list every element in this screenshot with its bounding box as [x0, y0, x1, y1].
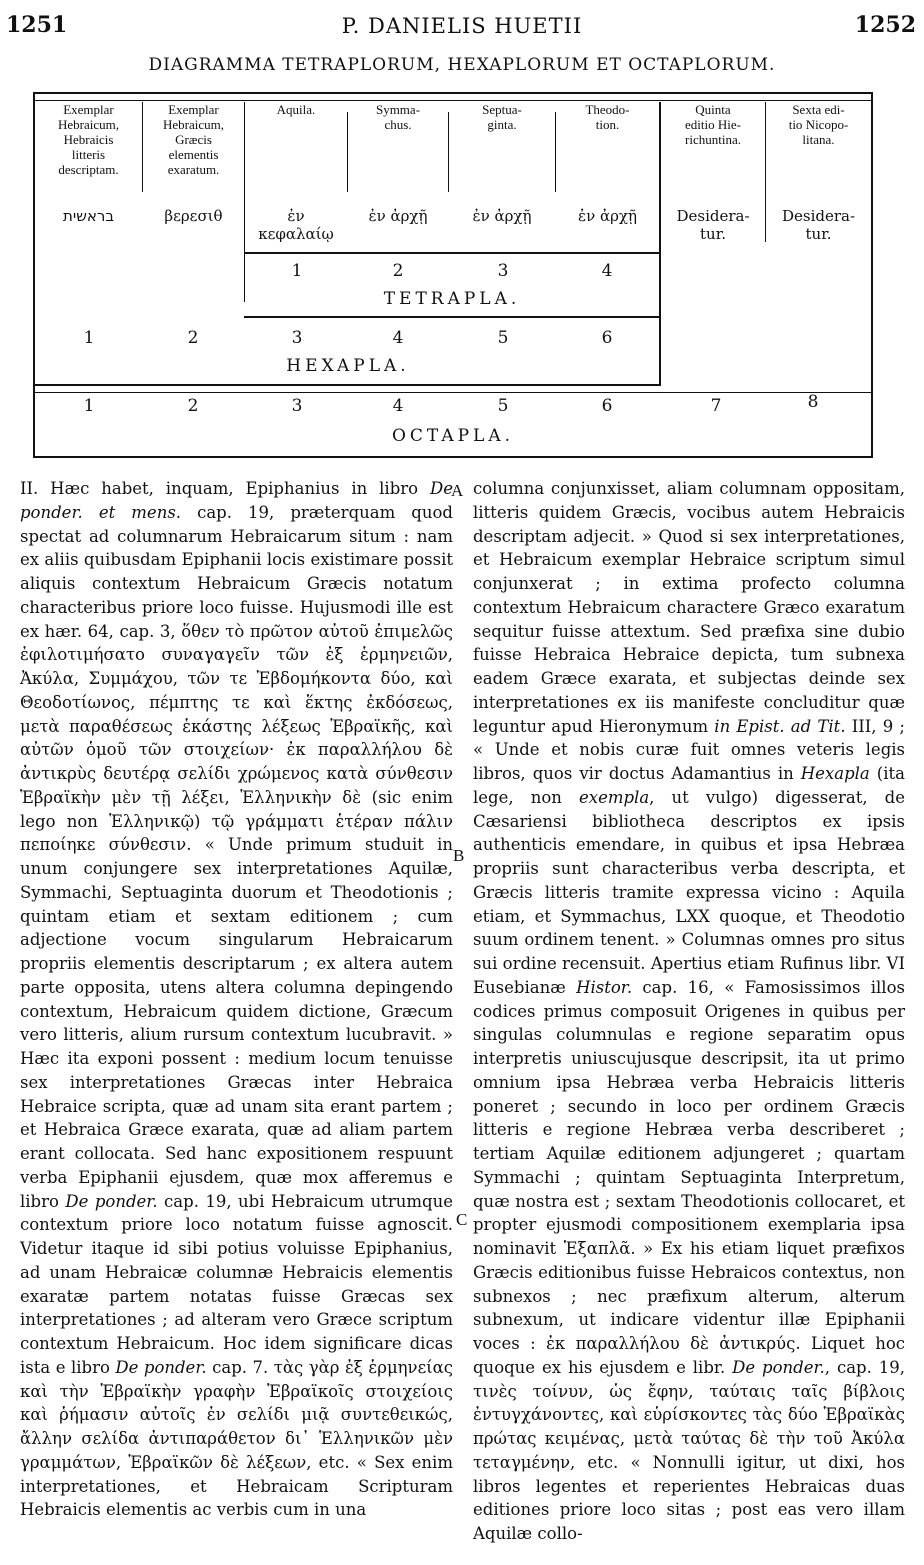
octapla-label: OCTAPLA. [391, 426, 515, 446]
column-header-aquila: Aquila. [276, 102, 316, 117]
tetrapla-label: TETRAPLA. [383, 289, 521, 309]
hexapla-diagram [33, 92, 873, 458]
tetrapla-number: 4 [601, 261, 613, 281]
word-sexta: Desidera- tur. [781, 207, 856, 243]
octapla-number: 2 [187, 396, 199, 416]
margin-letter-c: C [456, 1210, 468, 1229]
italic-citation: De ponder. [115, 1357, 207, 1377]
octapla-top-rule [35, 392, 871, 393]
text-column-right [473, 477, 905, 1546]
text-column-left [20, 477, 453, 1522]
tetrapla-bottom-rule [244, 316, 660, 318]
italic-citation: Histor. [576, 977, 633, 997]
text-run: III, 9 ; « Unde et nobis curæ fuit omnes veteris legis libros, quos vir doctus Adamantius in [473, 716, 905, 783]
octapla-number: 4 [392, 396, 404, 416]
hexapla-bottom-rule [35, 384, 661, 386]
italic-citation: De ponder. [65, 1191, 158, 1211]
column-header-hebrew: Exemplar Hebraicum, Hebraicis litteris descriptam. [57, 102, 119, 177]
italic-citation: exempla [579, 787, 650, 807]
margin-letter-a: A [451, 481, 464, 500]
column-header-quinta: Quinta editio Hie- richuntina. [685, 102, 741, 147]
page-number-right: 1252 [854, 12, 916, 38]
top-inner-rule [35, 100, 871, 101]
page-number-left: 1251 [6, 12, 68, 38]
text-run: II. Hæc habet, inquam, Epiphanius in libro [20, 479, 430, 498]
tetrapla-number: 1 [291, 261, 303, 281]
word-septuagint: ἐν ἀρχῇ [472, 207, 532, 225]
column-header-symmachus: Symma- chus. [375, 102, 421, 132]
hexapla-number: 1 [83, 328, 95, 348]
column-header-septuagint: Septua- ginta. [482, 102, 522, 132]
running-head: P. DANIELIS HUETII [341, 14, 583, 38]
hexapla-number: 3 [291, 328, 303, 348]
tetrapla-number: 2 [392, 261, 404, 281]
text-run: (ita lege, non [473, 764, 905, 807]
italic-citation: in Epist. ad Tit. [714, 716, 846, 736]
word-greek-hebrew: βερεσιθ [164, 207, 223, 225]
tetrapla-number: 3 [497, 261, 509, 281]
octapla-number: 7 [710, 396, 722, 416]
octapla-number: 6 [601, 396, 613, 416]
text-run: , ut vulgo) digesserat, de Cæsariensi bibliotheca descriptos ex ipsis authenticis emendare, in quibus et ipsa Hebræa propriis sunt characteribus verba descripta, et Græcis litteris tramite expressa vicino : Aquila etiam, et Symmachus, LXX quoque, et Theodotio suum ordinem tenent. » Columnas omnes pro situs sui ordine recensuit. Apertius etiam Rufinus libr. VI Eusebianæ [473, 787, 906, 997]
italic-citation: De ponder. [732, 1357, 825, 1377]
paragraph-right [473, 477, 905, 1546]
word-hebrew: בראשית [62, 207, 114, 225]
paragraph-left [20, 477, 453, 1522]
word-quinta: Desidera- tur. [676, 207, 750, 243]
word-symmachus: ἐν ἀρχῇ [368, 207, 428, 225]
hexapla-label: HEXAPLA. [286, 356, 410, 376]
hexapla-number: 5 [497, 328, 509, 348]
octapla-number: 3 [291, 396, 303, 416]
text-run: cap. 16, « Famosissimos illos codices primus composuit Origenes in quibus per singulas columnulas e regione separatim opus interpretis uniuscujusque descripsit, ita ut primo omnium ipsa Hebræa verba Hebraicis litteris poneret ; secundo in loco per ordinem Græcis litteris e regione Hebræa verba describeret ; tertiam Aquilæ editionem adjungeret ; quartam Symmachi ; quintam Septuaginta Interpretum, quæ nostra est ; sextam Theodotionis collocaret, et propter ejusmodi compositionem exemplaria ipsa nominavit Ἑξαπλᾶ. » Ex his etiam liquet præfixos Græcis editionibus fuisse Hebraicos contextus, non subnexos ; nec præfixum alterum, alterum subnexum, ut indicare videntur illæ Epiphanii voces : ἐκ παραλλήλου δὲ ἀντικρύς. Liquet hoc quoque ex his ejusdem e libr. [473, 977, 905, 1377]
text-run: cap. 19, ubi Hebraicum utrumque contextum priore loco notatum fuisse agnoscit. Videtur itaque id sibi potius voluisse Epiphanius, ad unam Hebraicæ columnæ Hebraicis elementis exaratæ partem notatas fuisse Græcas sex interpretationes ; ad alteram vero Græce scriptum contextum Hebraicum. Hoc idem significare dicas ista e libro [20, 1191, 454, 1377]
hexapla-number: 4 [392, 328, 404, 348]
italic-citation: Hexapla [800, 764, 870, 783]
text-run: columna conjunxisset, aliam columnam oppositam, litteris quidem Græcis, vocibus autem Hebraicis descriptam adjecit. » Quod si sex interpretationes, et Hebraicum exemplar Hebraice scriptum simul conjunxerat ; in extima profecto columna contextum Hebraicum charactere Græco exaratum sequitur fuisse attextum. Sed præfixa sine dubio fuisse Hebraica Hebraice depicta, tum subnexa eadem Græce exarata, et subjectas deinde sex interpretationes ex iis manifeste concluditur quæ leguntur apud Hieronymum [473, 479, 905, 736]
text-run: , cap. 19, τινὲς τοίνυν, ὡς ἔφην, ταύταις ταῖς βίβλοις ἐντυγχάνοντες, καὶ εὑρίσκοντες τὰς δύο Ἑβραϊκὰς πρώτας κειμένας, μετὰ ταύτας δὲ τὴν τοῦ Ἀκύλα τεταγμένην, etc. « Nonnulli igitur, ut dixi, hos libros legentes et reperientes Hebraicas duas editiones priore loco sitas ; post eas vero illam Aquilæ collo- [473, 1357, 905, 1543]
word-theodotion: ἐν ἀρχῇ [578, 207, 637, 225]
octapla-number: 8 [807, 392, 819, 412]
hexapla-number: 2 [187, 328, 199, 348]
octapla-number: 5 [497, 396, 509, 416]
column-header-sexta: Sexta edi- tio Nicopo- litana. [788, 102, 849, 147]
margin-letter-b: B [453, 846, 465, 865]
tetrapla-top-rule [244, 252, 660, 254]
text-run: cap. 19, præterquam quod spectat ad columnarum Hebraicarum situm : nam ex aliis quibusdam Epiphanii locis existimare possit aliquis contextum Hebraicum Græcis notatum characteribus priore loco fuisse. Hujusmodi ille est ex hær. 64, cap. 3, ὅθεν τὸ πρῶτον αὐτοῦ ἐπιμελῶς ἐφιλοτιμήσατο συναγαγεῖν τῶν ἐξ ἑρμηνειῶν, Ἀκύλα, Συμμάχου, τῶν τε Ἑβδομήκοντα δύο, καὶ Θεοδοτίωνος, πέμπτης τε καὶ ἕκτης ἐκδόσεως, μετὰ παραθέσεως ἑκάστης λέξεως Ἑβραϊκῆς, καὶ αὐτῶν ὁμοῦ τῶν στοιχείων· ἐκ παραλλήλου δὲ ἀντικρὺς δευτέρᾳ σελίδι χρώμενος κατὰ σύνθεσιν Ἑβραϊκὴν μὲν τῇ λέξει, Ἑλληνικὴν δὲ (sic enim lego non Ἑλληνικῷ) τῷ γράμματι ἑτέραν πάλιν πεποίηκε σύνθεσιν. « Unde primum studuit in unum conjungere sex interpretationes Aquilæ, Symmachi, Septuaginta duorum et Theodotionis ; quintam etiam et sextam editionem ; cum adjectione vocum singularum Hebraicarum propriis elementis descriptarum ; ex altera autem parte opposita, utens altera columna depingendo contextum, Hebraicum quidem dictione, Græcum vero litteris, alium rursum contextum lucubravit. » Hæc ita exponi possent : medium locum tenuisse sex interpretationes Græcas inter Hebraica Hebraice scripta, quæ ad unam sita erant partem ; et Hebraica Græce exarata, quæ ad aliam partem erant collocata. Sed hanc expositionem respuunt verba Epiphanii ejusdem, quæ mox afferemus e libro [20, 502, 453, 1211]
column-header-greek-hebrew: Exemplar Hebraicum, Græcis elementis exaratum. [162, 102, 224, 177]
word-aquila: ἐν κεφαλαίῳ [258, 207, 334, 243]
italic-citation: De ponder. et mens. [20, 479, 453, 522]
text-run: cap. 7. τὰς γὰρ ἐξ ἑρμηνείας καὶ τὴν Ἑβραϊκὴν γραφὴν Ἑβραϊκοῖς στοιχείοις καὶ ῥήμασιν αὐτοῖς ἐν σελίδι μιᾷ συντεθεικώς, ἄλλην σελίδα ἀντιπαράθετον δι᾽ Ἑλληνικῶν μὲν γραμμάτων, Ἑβραϊκῶν δὲ λέξεων, etc. « Sex enim interpretationes, et Hebraicam Scripturam Hebraicis elementis ac verbis cum in una [20, 1357, 453, 1520]
diagram-title: DIAGRAMMA TETRAPLORUM, HEXAPLORUM ET OCTAPLORUM. [148, 55, 776, 75]
hexapla-number: 6 [601, 328, 613, 348]
octapla-number: 1 [83, 396, 95, 416]
divider-line [244, 102, 245, 302]
column-header-theodotion: Theodo- tion. [585, 102, 630, 132]
